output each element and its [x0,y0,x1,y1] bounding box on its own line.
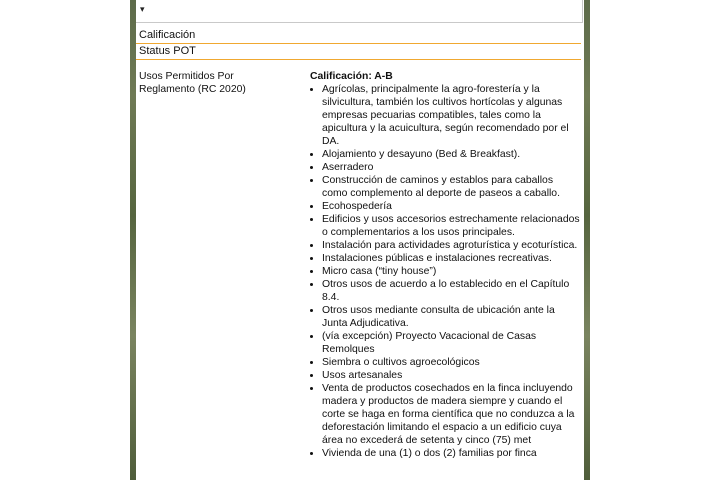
list-item: • Siembra o cultivos agroecológicos [322,356,580,369]
list-item: • Edificios y usos accesorios estrechamente relacionados o complementarios a los usos principales. [322,213,580,239]
separator-line [136,43,581,44]
status-pot-label: Status POT [139,45,196,57]
list-item: • (vía excepción) Proyecto Vacacional de Casas Remolques [322,330,580,356]
parcel-info-panel [136,0,584,480]
list-item: • Otros usos de acuerdo a lo establecido en el Capítulo 8.4. [322,278,580,304]
list-item: • Ecohospedería [322,200,580,213]
list-item: • Venta de productos cosechados en la finca incluyendo madera y productos de madera siempre y cuando el corte se haga en forma científica que no conduzca a la deforestación limitando el espacio a un edificio cuya área no excederá de setenta y cinco (75) met [322,382,580,447]
list-item: • Otros usos mediante consulta de ubicación ante la Junta Adjudicativa. [322,304,580,330]
separator-line [136,59,581,60]
list-item: • Usos artesanales [322,369,580,382]
chevron-down-icon[interactable]: ▾ [140,4,145,14]
list-item: • Micro casa (“tiny house”) [322,265,580,278]
usos-permitidos-label: Usos Permitidos Por Reglamento (RC 2020) [139,71,246,95]
list-item: • Agrícolas, principalmente la agro-forestería y la silvicultura, también los cultivos hortícolas y algunas empresas pecuarias compatibles, tales como la apicultura y la acuicultura, según recomendado por el DA. [322,83,580,148]
calificacion-label: Calificación [139,29,196,41]
usos-permitidos-content [310,70,580,460]
list-item: • Alojamiento y desayuno (Bed & Breakfast). [322,148,580,161]
list-item: • Aserradero [322,161,580,174]
list-item: • Instalación para actividades agroturística y ecoturística. [322,239,580,252]
list-item: • Vivienda de una (1) o dos (2) familias por finca [322,447,580,460]
map-background-right [584,0,590,480]
uses-list [310,83,580,460]
list-item: • Instalaciones públicas e instalaciones recreativas. [322,252,580,265]
calificacion-heading: Calificación: A-B [310,71,393,82]
dropdown-select[interactable] [136,0,583,23]
list-item: • Construcción de caminos y establos para caballos como complemento al deporte de paseos a caballo. [322,174,580,200]
